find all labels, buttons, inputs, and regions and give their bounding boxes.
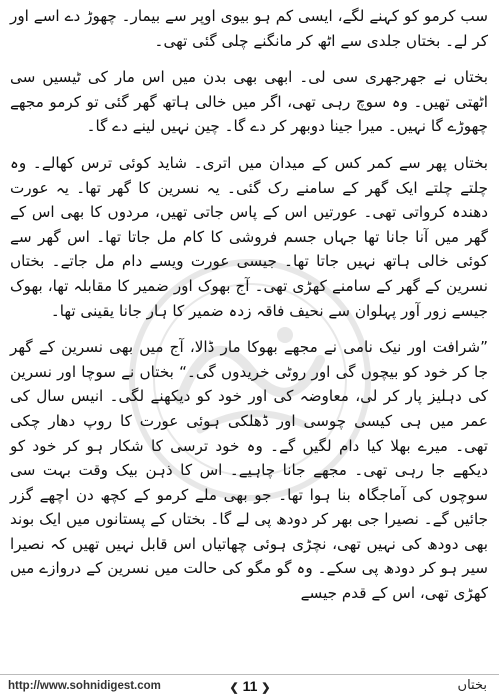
footer-url-link[interactable]: http://www.sohnidigest.com [8,680,161,692]
page-number [222,678,278,694]
paragraph: بختاں پھر سے کمر کس کے میدان میں اتری۔ شاید کوئی ترس کھالے۔ وہ چلتے چلتے ایک گھر کے سامنے رک گئی۔ یہ نسرین کا گھر تھا۔ یہ عورت دھندہ کرواتی تھی۔ عورتیں اس کے پاس جاتی تھیں، مردوں کا بھی اس کے گھر میں آنا جانا تھا جہاں جسم فروشی کا کام مل جاتا تھا۔ اس گھر سے کوئی خالی ہاتھ نہیں جاتا تھا۔ جیسی عورت ویسے دام مل جاتے۔ بختاں نسرین کے گھر کے سامنے کھڑی تھی۔ آج بھوک اور ضمیر کا مقابلہ تھا، بھوک جیسے زور آور پہلوان سے نحیف فاقہ زدہ ضمیر کا ہار جانا یقینی تھا۔ [10,153,488,320]
story-title: بختاں [457,678,487,693]
story-body [10,4,488,608]
paragraph: سب کرمو کو کہنے لگے، ایسی کم ہو بیوی اوپر سے بیمار۔ چھوڑ دے اسے اور کر لے۔ بختاں جلدی سے اٹھ کر مانگنے چلی گئی تھی۔ [10,7,488,50]
ornament-icon: ❯ [261,682,271,694]
page-footer [0,674,499,700]
paragraph: ”شرافت اور نیک نامی نے مجھے بھوکا مار ڈالا، آج میں بھی نسرین کے گھر جا کر خود کو بیچوں گی اور روٹی خریدوں گی۔“ بختاں نے سوچا اور نسرین کی دہلیز پار کر لی، معاوضہ کی اور خود کو دیکھنے لگی۔ انیس سال کی عمر میں ہی کیسی چوسی اور ڈھلکی ہوئی عورت کا روپ دھار چکی تھی۔ میرے بھلا کیا دام لگیں گے۔ وہ خود ترسی کا شکار ہو کر خود کو دیکھے جا رہی تھی۔ مجھے جانا چاہیے۔ اس کا ذہن بیک وقت بہت سی سوچوں کی آماجگاہ بنا ہوا تھا۔ جو بھی ملے کرمو کے کچھ دن اچھے گزر جائیں گے۔ نصیرا جی بھر کر دودھ پی لے گا۔ بختاں کے پستانوں میں ایک بوند بھی دودھ کی نہیں تھی، نچڑی ہوئی چھاتیاں اس قابل نہیں تھیں کہ نصیرا سیر ہو کر دودھ پی سکے۔ وہ گو مگو کی حالت میں نسرین کے دروازے میں کھڑی تھی، اس کے قدم جیسے [10,338,488,603]
ornament-icon: ❮ [229,682,239,694]
page-number-value: 11 [242,678,258,694]
paragraph: بختاں نے جھرجھری سی لی۔ ابھی بھی بدن میں اس مار کی ٹیسیں سی اٹھتی تھیں۔ وہ سوچ رہی تھی، اگر میں خالی ہاتھ گھر گئی تو کرمو مجھے چھوڑے گا نہیں۔ میرا جینا دوبھر کر دے گا۔ چین نہیں لینے دے گا۔ [10,68,488,136]
